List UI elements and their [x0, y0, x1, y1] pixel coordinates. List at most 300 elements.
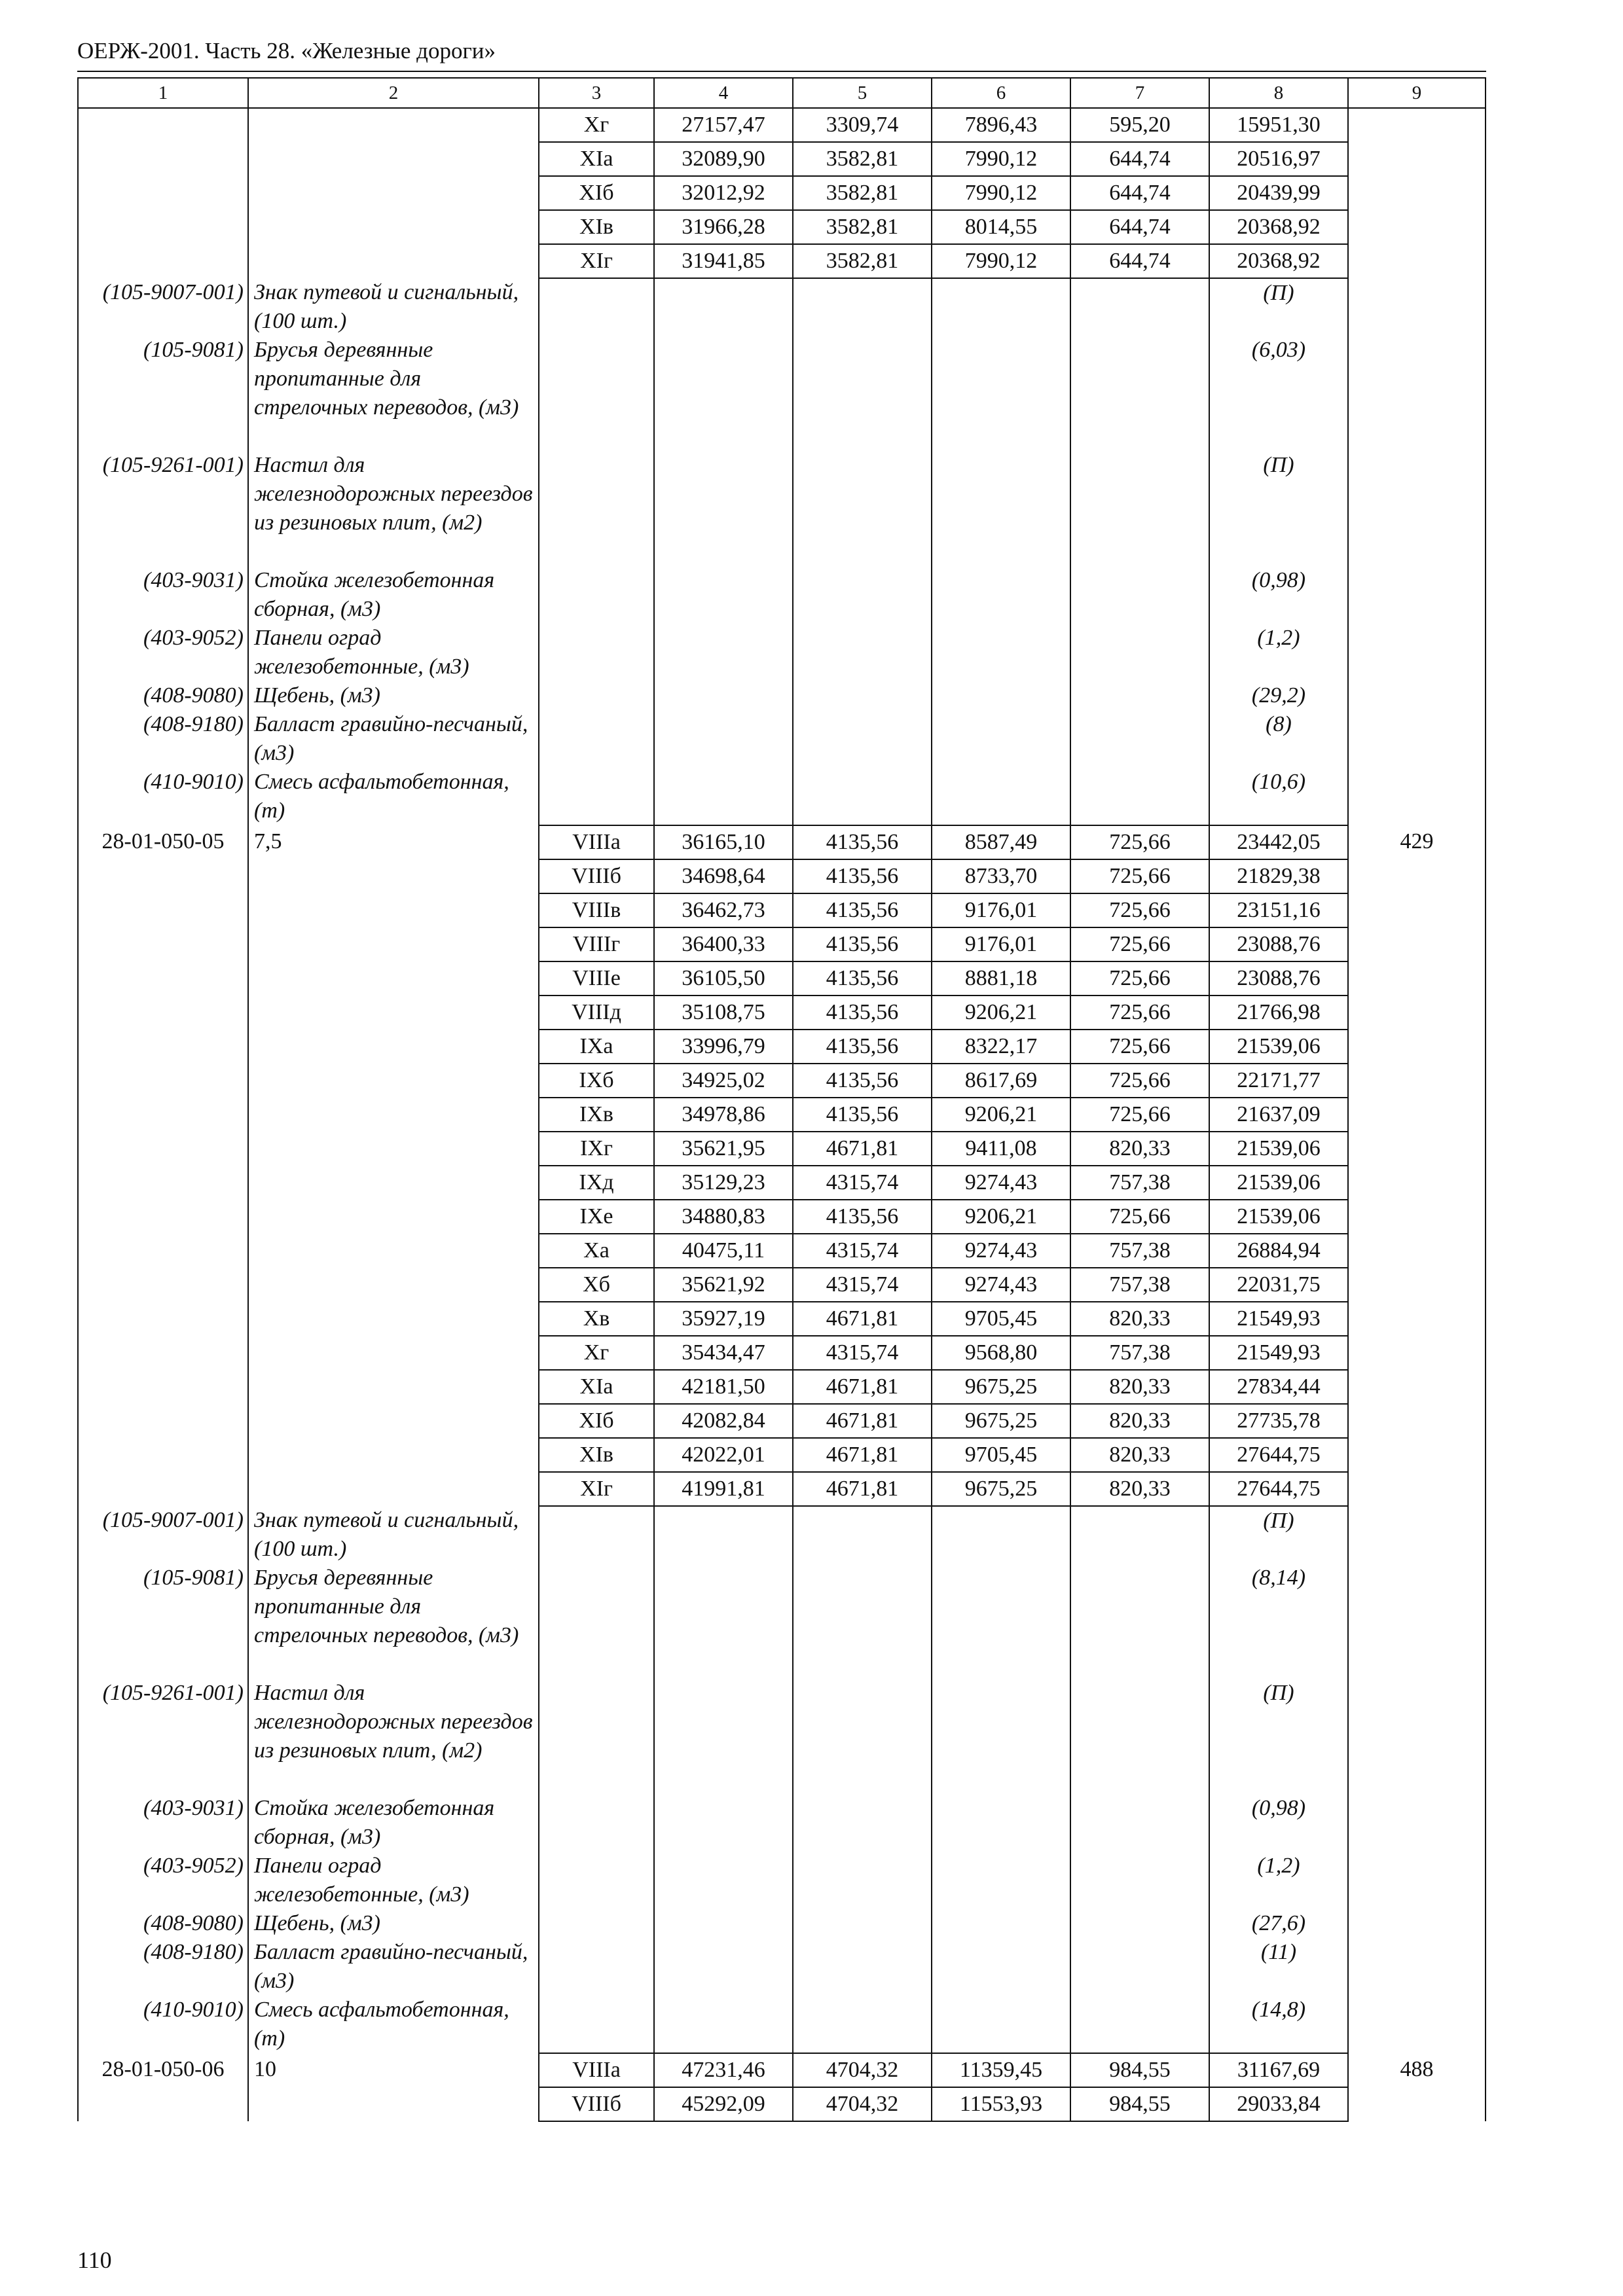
value-cell: 4671,81 [793, 1472, 932, 1506]
value-cell: 23088,76 [1209, 927, 1348, 961]
empty-cell [654, 1679, 793, 1794]
class-cell: IXе [539, 1200, 654, 1234]
resource-row [78, 1852, 1486, 1909]
price-row [78, 1336, 1486, 1370]
value-cell: 4135,56 [793, 825, 932, 859]
item-parameter [248, 1438, 539, 1472]
value-cell: 47231,46 [654, 2053, 793, 2087]
value-cell: 757,38 [1070, 1336, 1209, 1370]
norm-cell [1348, 1200, 1486, 1234]
value-cell: 820,33 [1070, 1370, 1209, 1404]
norm-cell [1348, 142, 1486, 176]
value-cell: 9675,25 [932, 1472, 1070, 1506]
item-parameter [248, 1302, 539, 1336]
value-cell: 820,33 [1070, 1438, 1209, 1472]
value-cell: 22031,75 [1209, 1268, 1348, 1302]
value-cell: 9274,43 [932, 1234, 1070, 1268]
class-cell: VIIIб [539, 859, 654, 893]
value-cell: 9274,43 [932, 1268, 1070, 1302]
item-code [78, 210, 248, 244]
empty-cell [1348, 624, 1486, 681]
value-cell: 725,66 [1070, 1098, 1209, 1132]
item-code [78, 1234, 248, 1268]
resource-name: Брусья деревянные пропитанные для стрелочных переводов, (м3) [248, 336, 539, 451]
empty-cell [654, 1506, 793, 1564]
value-cell: 9411,08 [932, 1132, 1070, 1166]
value-cell: 21549,93 [1209, 1302, 1348, 1336]
empty-cell [932, 1996, 1070, 2053]
norm-cell [1348, 1370, 1486, 1404]
resource-value: (1,2) [1209, 1852, 1348, 1909]
resource-code: (403-9031) [78, 566, 248, 624]
item-parameter [248, 927, 539, 961]
value-cell: 42181,50 [654, 1370, 793, 1404]
value-cell: 4704,32 [793, 2087, 932, 2121]
empty-cell [793, 1852, 932, 1909]
value-cell: 31941,85 [654, 244, 793, 278]
resource-row [78, 451, 1486, 566]
item-parameter [248, 1404, 539, 1438]
empty-cell [539, 1996, 654, 2053]
empty-cell [539, 1852, 654, 1909]
empty-cell [539, 1909, 654, 1938]
price-row [78, 859, 1486, 893]
value-cell: 4315,74 [793, 1268, 932, 1302]
value-cell: 42082,84 [654, 1404, 793, 1438]
price-row [78, 927, 1486, 961]
value-cell: 4135,56 [793, 859, 932, 893]
value-cell: 7990,12 [932, 244, 1070, 278]
item-parameter [248, 1472, 539, 1506]
norm-cell [1348, 1472, 1486, 1506]
value-cell: 725,66 [1070, 961, 1209, 996]
item-code [78, 1404, 248, 1438]
value-cell: 9274,43 [932, 1166, 1070, 1200]
resource-value: (8) [1209, 710, 1348, 768]
empty-cell [793, 1506, 932, 1564]
empty-cell [539, 278, 654, 336]
empty-cell [654, 681, 793, 710]
empty-cell [539, 566, 654, 624]
column-number: 9 [1348, 78, 1486, 108]
empty-cell [1348, 1852, 1486, 1909]
norm-cell: 488 [1348, 2053, 1486, 2087]
empty-cell [654, 1794, 793, 1852]
norm-cell [1348, 210, 1486, 244]
item-code [78, 1200, 248, 1234]
item-code [78, 1166, 248, 1200]
column-number-row [78, 78, 1486, 108]
value-cell: 15951,30 [1209, 108, 1348, 142]
price-row [78, 961, 1486, 996]
resource-code: (408-9180) [78, 710, 248, 768]
value-cell: 820,33 [1070, 1472, 1209, 1506]
price-row [78, 142, 1486, 176]
item-parameter [248, 996, 539, 1030]
resource-row [78, 336, 1486, 451]
value-cell: 644,74 [1070, 176, 1209, 210]
item-code [78, 961, 248, 996]
price-row [78, 1030, 1486, 1064]
item-parameter [248, 1166, 539, 1200]
resource-name: Стойка железобетонная сборная, (м3) [248, 566, 539, 624]
class-cell: ХІа [539, 142, 654, 176]
empty-cell [1348, 1679, 1486, 1794]
empty-cell [932, 1909, 1070, 1938]
empty-cell [654, 624, 793, 681]
class-cell: ХІв [539, 210, 654, 244]
value-cell: 27735,78 [1209, 1404, 1348, 1438]
item-code [78, 1030, 248, 1064]
value-cell: 27644,75 [1209, 1438, 1348, 1472]
value-cell: 9206,21 [932, 1098, 1070, 1132]
empty-cell [654, 336, 793, 451]
item-parameter [248, 210, 539, 244]
norm-cell [1348, 859, 1486, 893]
value-cell: 32012,92 [654, 176, 793, 210]
empty-cell [932, 1938, 1070, 1996]
norm-cell [1348, 244, 1486, 278]
empty-cell [539, 1938, 654, 1996]
resource-name: Щебень, (м3) [248, 1909, 539, 1938]
value-cell: 34925,02 [654, 1064, 793, 1098]
value-cell: 35108,75 [654, 996, 793, 1030]
column-number: 1 [78, 78, 248, 108]
empty-cell [654, 768, 793, 825]
value-cell: 757,38 [1070, 1268, 1209, 1302]
empty-cell [793, 1564, 932, 1679]
empty-cell [1070, 681, 1209, 710]
resource-value: (6,03) [1209, 336, 1348, 451]
value-cell: 757,38 [1070, 1166, 1209, 1200]
column-number: 8 [1209, 78, 1348, 108]
empty-cell [932, 681, 1070, 710]
price-row [78, 244, 1486, 278]
value-cell: 725,66 [1070, 893, 1209, 927]
value-cell: 34698,64 [654, 859, 793, 893]
empty-cell [1070, 1852, 1209, 1909]
value-cell: 644,74 [1070, 210, 1209, 244]
value-cell: 595,20 [1070, 108, 1209, 142]
price-row [78, 1132, 1486, 1166]
item-code [78, 1472, 248, 1506]
item-parameter [248, 244, 539, 278]
class-cell: Хг [539, 108, 654, 142]
class-cell: VIIIв [539, 893, 654, 927]
resource-name: Знак путевой и сигнальный, (100 шт.) [248, 1506, 539, 1564]
price-row [78, 1064, 1486, 1098]
value-cell: 4671,81 [793, 1438, 932, 1472]
class-cell: IXв [539, 1098, 654, 1132]
value-cell: 3309,74 [793, 108, 932, 142]
value-cell: 725,66 [1070, 859, 1209, 893]
class-cell: VIIIа [539, 2053, 654, 2087]
value-cell: 9176,01 [932, 893, 1070, 927]
empty-cell [1070, 566, 1209, 624]
resource-code: (403-9031) [78, 1794, 248, 1852]
empty-cell [932, 278, 1070, 336]
value-cell: 4315,74 [793, 1166, 932, 1200]
empty-cell [1070, 768, 1209, 825]
resource-row [78, 1794, 1486, 1852]
empty-cell [539, 1679, 654, 1794]
value-cell: 21539,06 [1209, 1166, 1348, 1200]
empty-cell [793, 710, 932, 768]
class-cell: ХІб [539, 176, 654, 210]
price-row [78, 1166, 1486, 1200]
empty-cell [793, 1938, 932, 1996]
norm-cell [1348, 893, 1486, 927]
empty-cell [1070, 1506, 1209, 1564]
empty-cell [1070, 710, 1209, 768]
value-cell: 725,66 [1070, 1200, 1209, 1234]
value-cell: 23442,05 [1209, 825, 1348, 859]
resource-value: (29,2) [1209, 681, 1348, 710]
resource-value: (П) [1209, 451, 1348, 566]
norm-cell [1348, 1302, 1486, 1336]
value-cell: 725,66 [1070, 996, 1209, 1030]
resource-value: (10,6) [1209, 768, 1348, 825]
item-parameter: 7,5 [248, 825, 539, 859]
empty-cell [654, 1996, 793, 2053]
value-cell: 984,55 [1070, 2087, 1209, 2121]
empty-cell [932, 1506, 1070, 1564]
value-cell: 21637,09 [1209, 1098, 1348, 1132]
empty-cell [932, 1852, 1070, 1909]
resource-name: Настил для железнодорожных переездов из резиновых плит, (м2) [248, 451, 539, 566]
class-cell: VIIIг [539, 927, 654, 961]
resource-value: (27,6) [1209, 1909, 1348, 1938]
value-cell: 40475,11 [654, 1234, 793, 1268]
item-parameter: 10 [248, 2053, 539, 2087]
price-row [78, 1234, 1486, 1268]
value-cell: 4671,81 [793, 1302, 932, 1336]
resource-code: (408-9180) [78, 1938, 248, 1996]
value-cell: 34880,83 [654, 1200, 793, 1234]
price-row [78, 893, 1486, 927]
value-cell: 27834,44 [1209, 1370, 1348, 1404]
empty-cell [1348, 1794, 1486, 1852]
empty-cell [539, 1506, 654, 1564]
resource-name: Брусья деревянные пропитанные для стрелочных переводов, (м3) [248, 1564, 539, 1679]
value-cell: 820,33 [1070, 1302, 1209, 1336]
value-cell: 21829,38 [1209, 859, 1348, 893]
price-row [78, 1438, 1486, 1472]
class-cell: VIIIа [539, 825, 654, 859]
column-number: 5 [793, 78, 932, 108]
value-cell: 32089,90 [654, 142, 793, 176]
empty-cell [654, 1852, 793, 1909]
page-header: ОЕРЖ-2001. Часть 28. «Железные дороги» [77, 38, 496, 63]
empty-cell [1348, 451, 1486, 566]
value-cell: 4135,56 [793, 1200, 932, 1234]
resource-name: Панели оград железобетонные, (м3) [248, 624, 539, 681]
value-cell: 20516,97 [1209, 142, 1348, 176]
resource-value: (0,98) [1209, 1794, 1348, 1852]
empty-cell [793, 1679, 932, 1794]
class-cell: ХІа [539, 1370, 654, 1404]
resource-name: Смесь асфальтобетонная, (т) [248, 768, 539, 825]
item-parameter [248, 1030, 539, 1064]
item-parameter [248, 1268, 539, 1302]
value-cell: 21539,06 [1209, 1132, 1348, 1166]
resource-name: Панели оград железобетонные, (м3) [248, 1852, 539, 1909]
item-code [78, 996, 248, 1030]
class-cell: ХІб [539, 1404, 654, 1438]
value-cell: 3582,81 [793, 176, 932, 210]
empty-cell [1070, 1909, 1209, 1938]
resource-name: Балласт гравийно-песчаный, (м3) [248, 1938, 539, 1996]
resource-code: (105-9081) [78, 1564, 248, 1679]
item-parameter [248, 2087, 539, 2121]
value-cell: 4135,56 [793, 1030, 932, 1064]
value-cell: 21539,06 [1209, 1200, 1348, 1234]
resource-row [78, 1996, 1486, 2053]
resource-name: Щебень, (м3) [248, 681, 539, 710]
column-number: 3 [539, 78, 654, 108]
value-cell: 27644,75 [1209, 1472, 1348, 1506]
item-parameter [248, 859, 539, 893]
value-cell: 31167,69 [1209, 2053, 1348, 2087]
resource-code: (408-9080) [78, 1909, 248, 1938]
norm-cell [1348, 1268, 1486, 1302]
resource-name: Знак путевой и сигнальный, (100 шт.) [248, 278, 539, 336]
empty-cell [1348, 1996, 1486, 2053]
resource-row [78, 278, 1486, 336]
item-code [78, 108, 248, 142]
item-parameter [248, 1064, 539, 1098]
empty-cell [793, 1794, 932, 1852]
value-cell: 29033,84 [1209, 2087, 1348, 2121]
price-row [78, 2087, 1486, 2121]
class-cell: VIIIд [539, 996, 654, 1030]
item-code: 28-01-050-05 [78, 825, 248, 859]
empty-cell [539, 1794, 654, 1852]
item-parameter [248, 961, 539, 996]
value-cell: 21549,93 [1209, 1336, 1348, 1370]
item-code [78, 176, 248, 210]
empty-cell [793, 336, 932, 451]
empty-cell [932, 1679, 1070, 1794]
empty-cell [1070, 1679, 1209, 1794]
value-cell: 3582,81 [793, 142, 932, 176]
empty-cell [1348, 681, 1486, 710]
price-row [78, 1404, 1486, 1438]
column-number: 6 [932, 78, 1070, 108]
norm-cell [1348, 1234, 1486, 1268]
value-cell: 4671,81 [793, 1370, 932, 1404]
norm-cell [1348, 1064, 1486, 1098]
item-code [78, 1064, 248, 1098]
empty-cell [539, 451, 654, 566]
value-cell: 820,33 [1070, 1132, 1209, 1166]
value-cell: 7990,12 [932, 176, 1070, 210]
empty-cell [793, 1909, 932, 1938]
resource-code: (105-9261-001) [78, 451, 248, 566]
empty-cell [1348, 336, 1486, 451]
value-cell: 33996,79 [654, 1030, 793, 1064]
resource-row [78, 768, 1486, 825]
value-cell: 36462,73 [654, 893, 793, 927]
resource-name: Стойка железобетонная сборная, (м3) [248, 1794, 539, 1852]
empty-cell [932, 710, 1070, 768]
empty-cell [793, 278, 932, 336]
class-cell: ХІг [539, 244, 654, 278]
value-cell: 9176,01 [932, 927, 1070, 961]
value-cell: 4135,56 [793, 961, 932, 996]
class-cell: IXд [539, 1166, 654, 1200]
value-cell: 9705,45 [932, 1438, 1070, 1472]
value-cell: 35927,19 [654, 1302, 793, 1336]
value-cell: 8733,70 [932, 859, 1070, 893]
price-row [78, 1098, 1486, 1132]
item-parameter [248, 1370, 539, 1404]
column-number: 4 [654, 78, 793, 108]
empty-cell [654, 710, 793, 768]
value-cell: 35129,23 [654, 1166, 793, 1200]
resource-code: (105-9007-001) [78, 1506, 248, 1564]
price-row [78, 1370, 1486, 1404]
empty-cell [1070, 451, 1209, 566]
resource-value: (П) [1209, 1506, 1348, 1564]
resource-code: (410-9010) [78, 768, 248, 825]
value-cell: 3582,81 [793, 244, 932, 278]
empty-cell [1070, 1794, 1209, 1852]
value-cell: 21539,06 [1209, 1030, 1348, 1064]
empty-cell [1070, 278, 1209, 336]
norm-cell [1348, 1132, 1486, 1166]
empty-cell [654, 566, 793, 624]
resource-code: (403-9052) [78, 624, 248, 681]
value-cell: 9705,45 [932, 1302, 1070, 1336]
resource-name: Балласт гравийно-песчаный, (м3) [248, 710, 539, 768]
resource-value: (14,8) [1209, 1996, 1348, 2053]
resource-row [78, 624, 1486, 681]
value-cell: 4135,56 [793, 1064, 932, 1098]
value-cell: 644,74 [1070, 244, 1209, 278]
norm-cell [1348, 1030, 1486, 1064]
value-cell: 20368,92 [1209, 244, 1348, 278]
norm-cell [1348, 1438, 1486, 1472]
item-code [78, 1098, 248, 1132]
empty-cell [539, 336, 654, 451]
item-parameter [248, 1336, 539, 1370]
resource-row [78, 1679, 1486, 1794]
item-code [78, 1438, 248, 1472]
item-parameter [248, 1234, 539, 1268]
norm-cell [1348, 1336, 1486, 1370]
empty-cell [1348, 1909, 1486, 1938]
value-cell: 4315,74 [793, 1336, 932, 1370]
resource-row [78, 681, 1486, 710]
value-cell: 4671,81 [793, 1404, 932, 1438]
item-parameter [248, 893, 539, 927]
resource-value: (0,98) [1209, 566, 1348, 624]
norm-cell [1348, 1098, 1486, 1132]
resource-row [78, 1938, 1486, 1996]
resource-code: (105-9261-001) [78, 1679, 248, 1794]
value-cell: 35434,47 [654, 1336, 793, 1370]
value-cell: 9675,25 [932, 1404, 1070, 1438]
column-number: 7 [1070, 78, 1209, 108]
header-rule [77, 71, 1486, 72]
value-cell: 9675,25 [932, 1370, 1070, 1404]
value-cell: 11359,45 [932, 2053, 1070, 2087]
value-cell: 42022,01 [654, 1438, 793, 1472]
empty-cell [1070, 336, 1209, 451]
table-body [78, 78, 1486, 2121]
class-cell: IXг [539, 1132, 654, 1166]
